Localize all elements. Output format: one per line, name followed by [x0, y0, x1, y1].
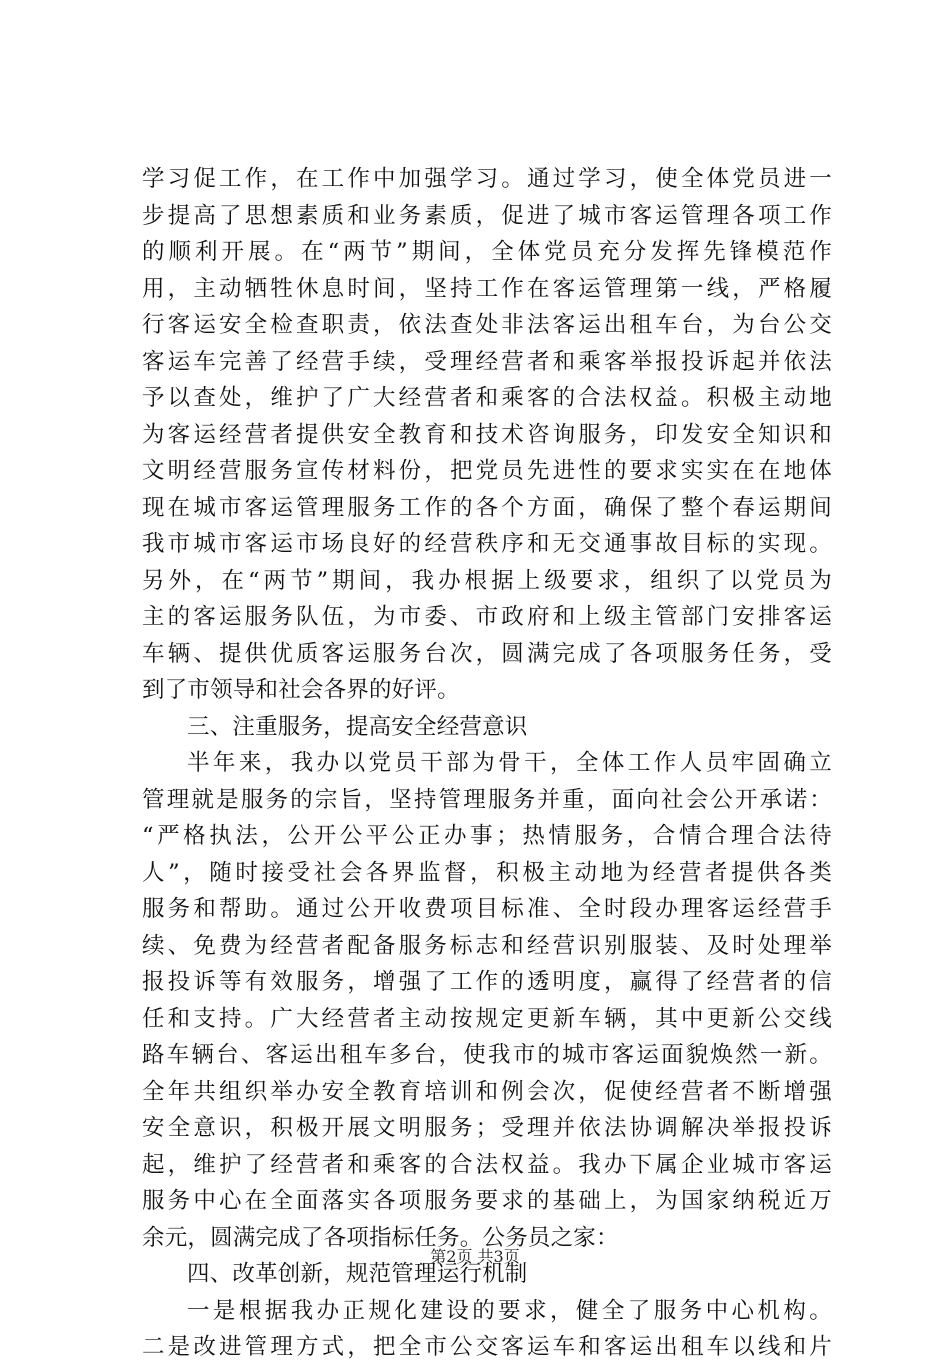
text-line: 文明经营服务宣传材料份，把党员先进性的要求实实在在地体 [142, 458, 832, 484]
text-line: 四、改革创新，规范管理运行机制 [187, 1261, 528, 1287]
text-line: 半年来，我办以党员干部为骨干，全体工作人员牢固确立 [187, 750, 832, 776]
text-line: 路车辆台、客运出租车多台，使我市的城市客运面貌焕然一新。 [142, 1042, 832, 1068]
text-line: 服务和帮助。通过公开收费项目标准、全时段办理客运经营手 [142, 896, 832, 922]
text-line: 我市城市客运市场良好的经营秩序和无交通事故目标的实现。 [142, 531, 832, 557]
text-line: 予以查处，维护了广大经营者和乘客的合法权益。积极主动地 [142, 385, 832, 411]
text-line: 车辆、提供优质客运服务台次，圆满完成了各项服务任务，受 [142, 640, 832, 667]
text-line: 服务中心在全面落实各项服务要求的基础上，为国家纳税近万 [142, 1188, 832, 1214]
text-line: 到了市领导和社会各界的好评。 [142, 677, 460, 703]
text-line: “严格执法，公开公平公正办事；热情服务，合情合理合法待 [142, 823, 832, 849]
text-line: 另外，在“两节”期间，我办根据上级要求，组织了以党员为 [142, 567, 832, 594]
text-line: 续、免费为经营者配备服务标志和经营识别服装、及时处理举 [142, 932, 832, 959]
text-line: 用，主动牺牲休息时间，坚持工作在客运管理第一线，严格履 [142, 275, 832, 302]
text-line: 任和支持。广大经营者主动按规定更新车辆，其中更新公交线 [142, 1005, 832, 1032]
text-line: 全年共组织举办安全教育培训和例会次，促使经营者不断增强 [142, 1078, 832, 1105]
text-line: 的顺利开展。在“两节”期间，全体党员充分发挥先锋模范作 [142, 239, 832, 265]
text-line: 人”，随时接受社会各界监督，积极主动地为经营者提供各类 [142, 859, 832, 886]
text-line: 学习促工作，在工作中加强学习。通过学习，使全体党员进一 [142, 166, 832, 192]
text-line: 安全意识，积极开展文明服务；受理并依法协调解决举报投诉 [142, 1115, 832, 1141]
text-line: 二是改进管理方式，把全市公交客运车和客运出租车以线和片 [142, 1334, 832, 1360]
text-line: 现在城市客运管理服务工作的各个方面，确保了整个春运期间 [142, 494, 832, 521]
text-line: 余元，圆满完成了各项指标任务。公务员之家： [142, 1224, 619, 1251]
text-line: 为客运经营者提供安全教育和技术咨询服务，印发安全知识和 [142, 421, 832, 448]
text-line: 一是根据我办正规化建设的要求，健全了服务中心机构。 [187, 1297, 832, 1324]
text-line: 步提高了思想素质和业务素质，促进了城市客运管理各项工作 [142, 202, 832, 229]
text-line: 起，维护了经营者和乘客的合法权益。我办下属企业城市客运 [142, 1151, 832, 1178]
text-line: 主的客运服务队伍，为市委、市政府和上级主管部门安排客运 [142, 604, 832, 630]
document-body [142, 161, 832, 1366]
text-line: 三、注重服务，提高安全经营意识 [187, 713, 528, 740]
text-line: 管理就是服务的宗旨，坚持管理服务并重，面向社会公开承诺： [142, 786, 832, 813]
text-line: 客运车完善了经营手续，受理经营者和乘客举报投诉起并依法 [142, 348, 832, 375]
page-footer: 第2页 共3页 [430, 1247, 520, 1266]
text-line: 行客运安全检查职责，依法查处非法客运出租车台，为台公交 [142, 312, 832, 338]
text-line: 报投诉等有效服务，增强了工作的透明度，赢得了经营者的信 [142, 969, 832, 995]
